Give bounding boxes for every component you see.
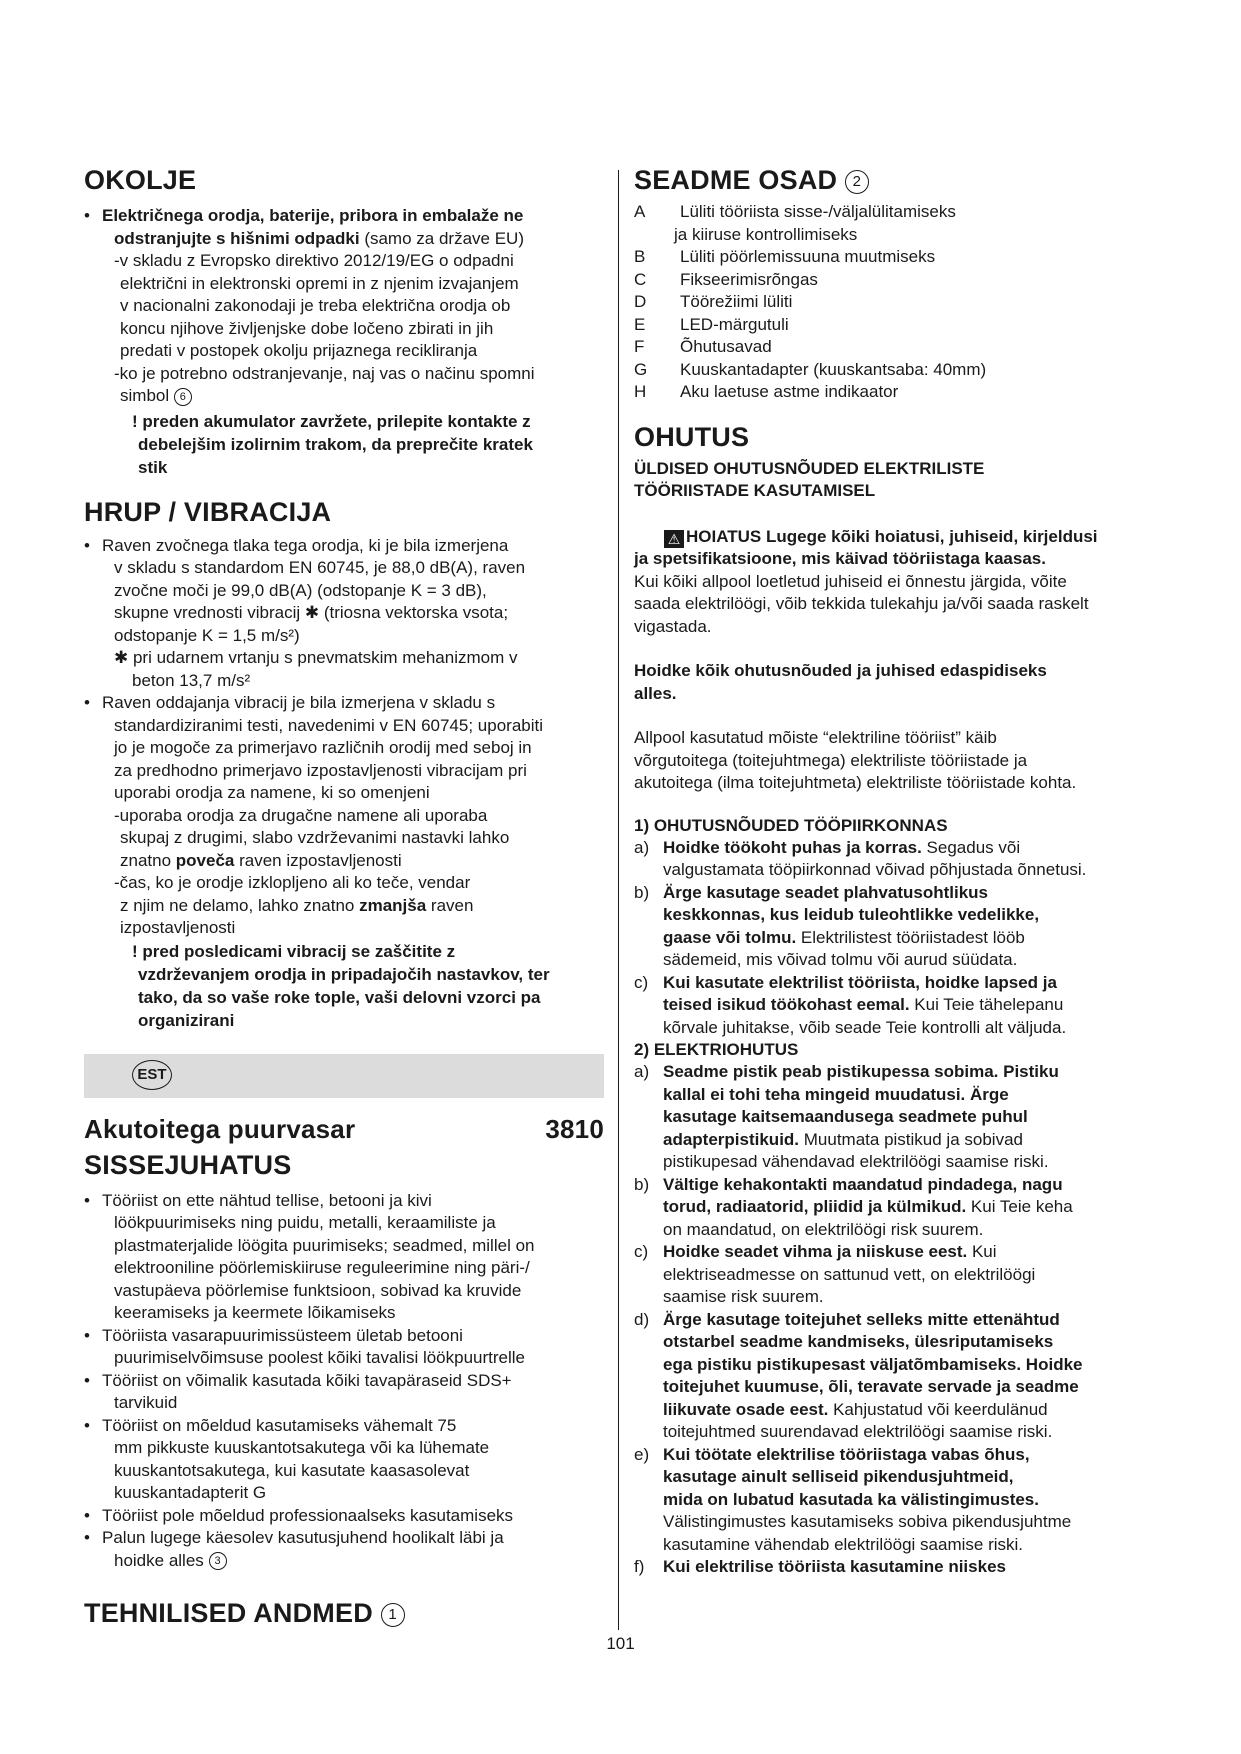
text: raven <box>426 895 474 915</box>
okolje-rest: (samo za države EU) <box>359 228 524 248</box>
line: ! preden akumulator zavržete, prilepite kontakte z <box>132 411 531 431</box>
line: -ko je potrebno odstranjevanje, naj vas o načinu spomni <box>114 363 535 383</box>
intro-bullet-6 <box>84 1527 604 1572</box>
bold-text: teised isikud töökohast eemal. <box>663 995 910 1014</box>
bold-text: gaase või tolmu. <box>663 927 797 947</box>
warning-triangle-icon: ⚠ <box>664 530 684 548</box>
line: standardiziranimi testi, navedenimi v EN 60745; uporabiti <box>114 715 544 735</box>
parts-heading <box>634 163 1169 197</box>
line: otstarbel seadme kandmiseks, ülesriputamiseks <box>663 1332 1054 1351</box>
line: Seadme pistik peab pistikupessa sobima. Pistiku <box>663 1062 1059 1081</box>
bold-text: poveča <box>175 850 235 870</box>
line: ✱ pri udarnem vrtanju s pnevmatskim mehanizmom v <box>114 648 518 667</box>
item-marker: f) <box>634 1557 645 1576</box>
term-definition <box>634 727 1169 795</box>
line: plastmaterjalide löögita puurimiseks; seadmed, millel on <box>114 1235 535 1255</box>
hrup-star-note <box>84 647 604 692</box>
tech-data-heading <box>84 1596 604 1630</box>
line: • Palun lugege käesolev kasutusjuhend hoolikalt läbi ja <box>102 1528 504 1547</box>
line: stik <box>138 457 168 477</box>
line: kasutage kaitsemaandusega seadmete puhul <box>663 1107 1028 1126</box>
part-value: Lüliti pöörlemissuuna muutmiseks <box>680 247 936 266</box>
bold-text: Hoidke seadet vihma ja niiskuse eest. <box>663 1242 968 1261</box>
line: mida on lubatud kasutada ka välistingimustes. <box>663 1489 1039 1509</box>
line: pistikupesad vähendavad elektrilöögi saamise riski. <box>663 1152 1049 1171</box>
part-key: A <box>634 202 646 221</box>
line: kõrvale juhitakse, võib seade Teie kontrolli alt väljuda. <box>663 1017 1067 1037</box>
text: Segadus või <box>921 837 1021 857</box>
parts-row <box>634 201 1169 224</box>
item-marker: a) <box>634 837 650 857</box>
text: z njim ne delamo, lahko znatno <box>120 895 360 915</box>
line: za predhodno primerjavo izpostavljenosti vibracijam pri <box>114 760 527 780</box>
right-column <box>634 163 1169 1579</box>
parts-title: SEADME OSAD <box>634 165 838 195</box>
line: võrgutoitega (toitejuhtmega) elektriliste tööriistade ja <box>634 750 1028 770</box>
part-value: Kuuskantadapter (kuuskantsaba: 40mm) <box>680 359 987 379</box>
language-bar <box>84 1054 604 1098</box>
line: simbol <box>120 386 170 405</box>
line: on maandatud, on elektrilöögi risk suurem. <box>663 1219 984 1239</box>
line: kuuskantadapterit G <box>114 1483 267 1502</box>
warning-bold-2: ja spetsifikatsioone, mis käivad tööriistaga kaasas. <box>634 549 1046 568</box>
text: Kui <box>967 1242 997 1261</box>
warning-block <box>634 526 1169 639</box>
part-key: F <box>634 337 645 356</box>
part-key: E <box>634 314 646 334</box>
line: jo je mogoče za primerjavo različnih orodij med seboj in <box>114 738 532 757</box>
part-value: ja kiiruse kontrollimiseks <box>674 224 858 244</box>
line: keeramiseks ja keermete lõikamiseks <box>114 1303 396 1322</box>
parts-row <box>634 291 1169 314</box>
product-number: 3810 <box>545 1113 604 1144</box>
bold-text: adapterpistikuid. <box>663 1129 800 1149</box>
line: izpostavljenosti <box>120 918 236 937</box>
part-key <box>634 224 674 247</box>
section-2-title: 2) ELEKTRIOHUTUS <box>634 1040 799 1059</box>
line: skupaj z drugimi, slabo vzdrževanimi nastavki lahko <box>120 828 510 847</box>
line: Kui kõiki allpool loetletud juhiseid ei õnnestu järgida, võite <box>634 571 1067 591</box>
line: -uporaba orodja za drugačne namene ali uporaba <box>114 805 488 825</box>
okolje-bullet <box>84 205 604 250</box>
part-value: Lüliti tööriista sisse-/väljalülitamiseks <box>680 202 956 221</box>
s2-item-b <box>634 1174 1169 1242</box>
line: -v skladu z Evropsko direktivo 2012/19/EG o odpadni <box>114 251 514 270</box>
text: Elektrilistest tööriistadest lööb <box>796 927 1025 947</box>
parts-row <box>634 246 1169 269</box>
bold-text: Hoidke töökoht puhas ja korras. <box>663 837 922 857</box>
item-marker: a) <box>634 1062 650 1081</box>
line: Ärge kasutage seadet plahvatusohtlikus <box>663 882 988 902</box>
okolje-heading: OKOLJE <box>84 165 197 195</box>
symbol-6-icon: 6 <box>174 388 192 406</box>
parts-row <box>634 381 1169 404</box>
intro-bullet-2 <box>84 1325 604 1370</box>
language-badge: EST <box>132 1060 172 1090</box>
line: električni in elektronski opremi in z njenim izvajanjem <box>120 273 519 293</box>
line: mm pikkuste kuuskantotsakutega või ka lühemate <box>114 1438 490 1457</box>
symbol-2-icon: 2 <box>845 170 869 194</box>
item-marker: c) <box>634 972 649 992</box>
line: akutoitega (ilma toitejuhtmeta) elektriliste tööriistade kohta. <box>634 773 1077 792</box>
line: saamise risk suurem. <box>663 1287 824 1306</box>
intro-bullet-1 <box>84 1190 604 1325</box>
line: elektriseadmesse on sattunud vett, on elektrilöögi <box>663 1264 1036 1284</box>
line: organizirani <box>138 1010 235 1030</box>
line: • Tööriist on võimalik kasutada kõiki tavapäraseid SDS+ <box>102 1370 512 1390</box>
item-marker: d) <box>634 1309 650 1329</box>
s1-item-a <box>634 837 1169 882</box>
line: Kui töötate elektrilise tööriistaga vabas õhus, <box>663 1444 1030 1464</box>
parts-row <box>634 224 1169 247</box>
line: • Raven zvočnega tlaka tega orodja, ki je bila izmerjena <box>102 535 509 555</box>
s2-item-c <box>634 1241 1169 1309</box>
left-column <box>84 163 604 1630</box>
line: keskkonnas, kus leidub tuleohtlikke vedelikke, <box>663 905 1040 924</box>
hrup-warning <box>84 940 604 1032</box>
bold-text: torud, radiaatorid, pliidid ja külmikud. <box>663 1197 967 1216</box>
item-marker: b) <box>634 882 650 902</box>
line: toitejuhtmed suurendavad elektrilöögi saamise riski. <box>663 1422 1053 1441</box>
line: • Tööriist on ette nähtud tellise, betooni ja kivi <box>102 1190 432 1210</box>
parts-row <box>634 269 1169 292</box>
hrup-bullet-1 <box>84 535 604 648</box>
okolje-sub1 <box>84 250 604 363</box>
parts-row <box>634 336 1169 359</box>
part-key: H <box>634 382 647 401</box>
line: Hoidke kõik ohutusnõuded ja juhised edaspidiseks <box>634 661 1047 680</box>
product-title: Akutoitega puurvasar <box>84 1113 356 1144</box>
text: Muutmata pistikud ja sobivad <box>799 1129 1023 1149</box>
line: • Tööriista vasarapuurimissüsteem ületab betooni <box>102 1325 463 1345</box>
line: vzdrževanjem orodja in pripadajočih nastavkov, ter <box>138 964 550 984</box>
line: zvočne moči je 99,0 dB(A) (odstopanje K = 3 dB), <box>114 580 487 600</box>
line: skupne vrednosti vibracij ✱ (triosna vektorska vsota; <box>114 603 509 622</box>
parts-list <box>634 201 1169 404</box>
line: • Tööriist on mõeldud kasutamiseks vähemalt 75 <box>102 1415 457 1435</box>
s2-item-d <box>634 1309 1169 1444</box>
line: TÖÖRIISTADE KASUTAMISEL <box>634 480 876 500</box>
intro-bullet-5 <box>84 1505 604 1528</box>
line: beton 13,7 m/s² <box>132 670 251 690</box>
line: -čas, ko je orodje izklopljeno ali ko teče, vendar <box>114 873 471 892</box>
line: kasutage ainult selliseid pikendusjuhtmeid, <box>663 1467 1014 1486</box>
symbol-3-icon: 3 <box>209 1552 227 1570</box>
line: löökpuurimiseks ning puidu, metalli, keraamiliste ja <box>114 1213 496 1232</box>
part-value: Õhutusavad <box>680 337 772 356</box>
line: Vältige kehakontakti maandatud pindadega, nagu <box>663 1174 1063 1194</box>
line: Välistingimustes kasutamiseks sobiva pikendusjuhtme <box>663 1512 1072 1531</box>
parts-row <box>634 314 1169 337</box>
line: Ärge kasutage toitejuhet selleks mitte ettenähtud <box>663 1309 1060 1329</box>
part-key: G <box>634 359 648 379</box>
bold-text: liikuvate osade eest. <box>663 1399 829 1419</box>
line: tarvikuid <box>114 1393 178 1412</box>
s2-item-a <box>634 1061 1169 1174</box>
line: ! pred posledicami vibracij se zaščitite z <box>132 941 456 961</box>
item-marker: e) <box>634 1444 650 1464</box>
warning-bold-1: HOIATUS Lugege kõiki hoiatusi, juhiseid, kirjeldusi <box>686 526 1098 546</box>
line: • Raven oddajanja vibracij je bila izmerjena v skladu s <box>102 693 496 712</box>
hrup-bullet-2 <box>84 692 604 805</box>
text: Kahjustatud või keerdulänud <box>828 1399 1048 1419</box>
line: alles. <box>634 683 677 703</box>
column-divider <box>618 170 619 1630</box>
line: toitejuhet kuumuse, õli, teravate servade ja seadme <box>663 1377 1079 1396</box>
line: Kui elektrilise tööriista kasutamine niiskes <box>663 1557 1006 1576</box>
item-marker: c) <box>634 1242 649 1261</box>
intro-bullet-4 <box>84 1415 604 1505</box>
intro-heading: SISSEJUHATUS <box>84 1149 292 1180</box>
line: v nacionalni zakonodaji je treba električna orodja ob <box>120 296 511 315</box>
text: raven izpostavljenosti <box>234 850 402 870</box>
safety-heading: OHUTUS <box>634 421 750 452</box>
s2-item-f <box>634 1556 1169 1579</box>
line: odstopanje K = 1,5 m/s²) <box>114 625 300 645</box>
part-value: Töörežiimi lüliti <box>680 292 793 311</box>
bold-text: zmanjša <box>359 895 427 915</box>
line: vigastada. <box>634 616 712 636</box>
okolje-sub2 <box>84 363 604 408</box>
s1-item-c <box>634 972 1169 1040</box>
line: debelejšim izolirnim trakom, da preprečite kratek <box>138 434 533 454</box>
line: valgustamata tööpiirkonnad võivad põhjustada õnnetusi. <box>663 860 1087 879</box>
line: koncu njihove življenjske dobe ločeno zbirati in jih <box>120 318 494 338</box>
part-value: Fikseerimisrõngas <box>680 269 818 289</box>
page-number: 101 <box>606 1634 635 1653</box>
intro-bullet-3 <box>84 1370 604 1415</box>
okolje-bold-b: odstranjujte s hišnimi odpadki <box>114 228 360 248</box>
line: uporabi orodja za namene, ki so omenjeni <box>114 783 430 802</box>
hrup-heading: HRUP / VIBRACIJA <box>84 496 332 527</box>
line: kasutamine vähendab elektrilöögi saamise riski. <box>663 1534 1024 1554</box>
part-key: C <box>634 269 647 289</box>
line: sädemeid, mis võivad tolmu või aurud süüdata. <box>663 950 1018 969</box>
s1-item-b <box>634 882 1169 972</box>
line: saada elektrilöögi, võib tekkida tulekahju ja/või saada raskelt <box>634 594 1089 613</box>
parts-row <box>634 359 1169 382</box>
hrup-sub2 <box>84 872 604 940</box>
tech-data-title: TEHNILISED ANDMED <box>84 1598 373 1628</box>
line: Kui kasutate elektrilist tööriista, hoidke lapsed ja <box>663 972 1057 992</box>
line: vastupäeva pöörlemise funktsioon, sobivad ka kruvide <box>114 1280 522 1300</box>
text: znatno <box>120 850 176 870</box>
safety-subheading <box>634 458 1169 502</box>
line: kuuskantotsakutega, kui kasutate kaasasolevat <box>114 1460 470 1480</box>
line: v skladu s standardom EN 60745, je 88,0 dB(A), raven <box>114 558 526 577</box>
product-title-row <box>84 1112 604 1146</box>
line: hoidke alles <box>114 1550 204 1570</box>
part-value: LED-märgutuli <box>680 314 789 334</box>
line: kallal ei tohi teha mingeid muudatusi. Ärge <box>663 1084 1009 1104</box>
item-marker: b) <box>634 1174 650 1194</box>
line: ÜLDISED OHUTUSNÕUDED ELEKTRILISTE <box>634 458 985 478</box>
symbol-1-icon: 1 <box>381 1603 405 1627</box>
s2-item-e <box>634 1444 1169 1557</box>
line: • Tööriist pole mõeldud professionaalseks kasutamiseks <box>102 1505 514 1525</box>
hrup-sub1 <box>84 805 604 873</box>
line: elektrooniline pöörlemiskiiruse reguleerimine ning päri-/ <box>114 1258 530 1277</box>
section-1-title: 1) OHUTUSNÕUDED TÖÖPIIRKONNAS <box>634 815 948 835</box>
line: predati v postopek okolju prijaznega recikliranja <box>120 341 478 360</box>
keep-instructions <box>634 660 1169 705</box>
text: Kui Teie keha <box>966 1197 1073 1216</box>
part-key: B <box>634 247 646 266</box>
line: puurimiselvõimsuse poolest kõiki tavalisi löökpuurtrelle <box>114 1348 526 1367</box>
text: Kui Teie tähelepanu <box>909 995 1064 1014</box>
part-key: D <box>634 292 647 311</box>
okolje-warning <box>84 410 604 479</box>
line: Allpool kasutatud mõiste “elektriline tööriist” käib <box>634 728 997 747</box>
okolje-bold-a: Električnega orodja, baterije, pribora in embalaže ne <box>102 206 524 225</box>
line: tako, da so vaše roke tople, vaši delovni vzorci pa <box>138 987 541 1007</box>
part-value: Aku laetuse astme indikaator <box>680 382 899 401</box>
line: ega pistiku pistikupesast väljatõmbamiseks. Hoidke <box>663 1354 1083 1374</box>
